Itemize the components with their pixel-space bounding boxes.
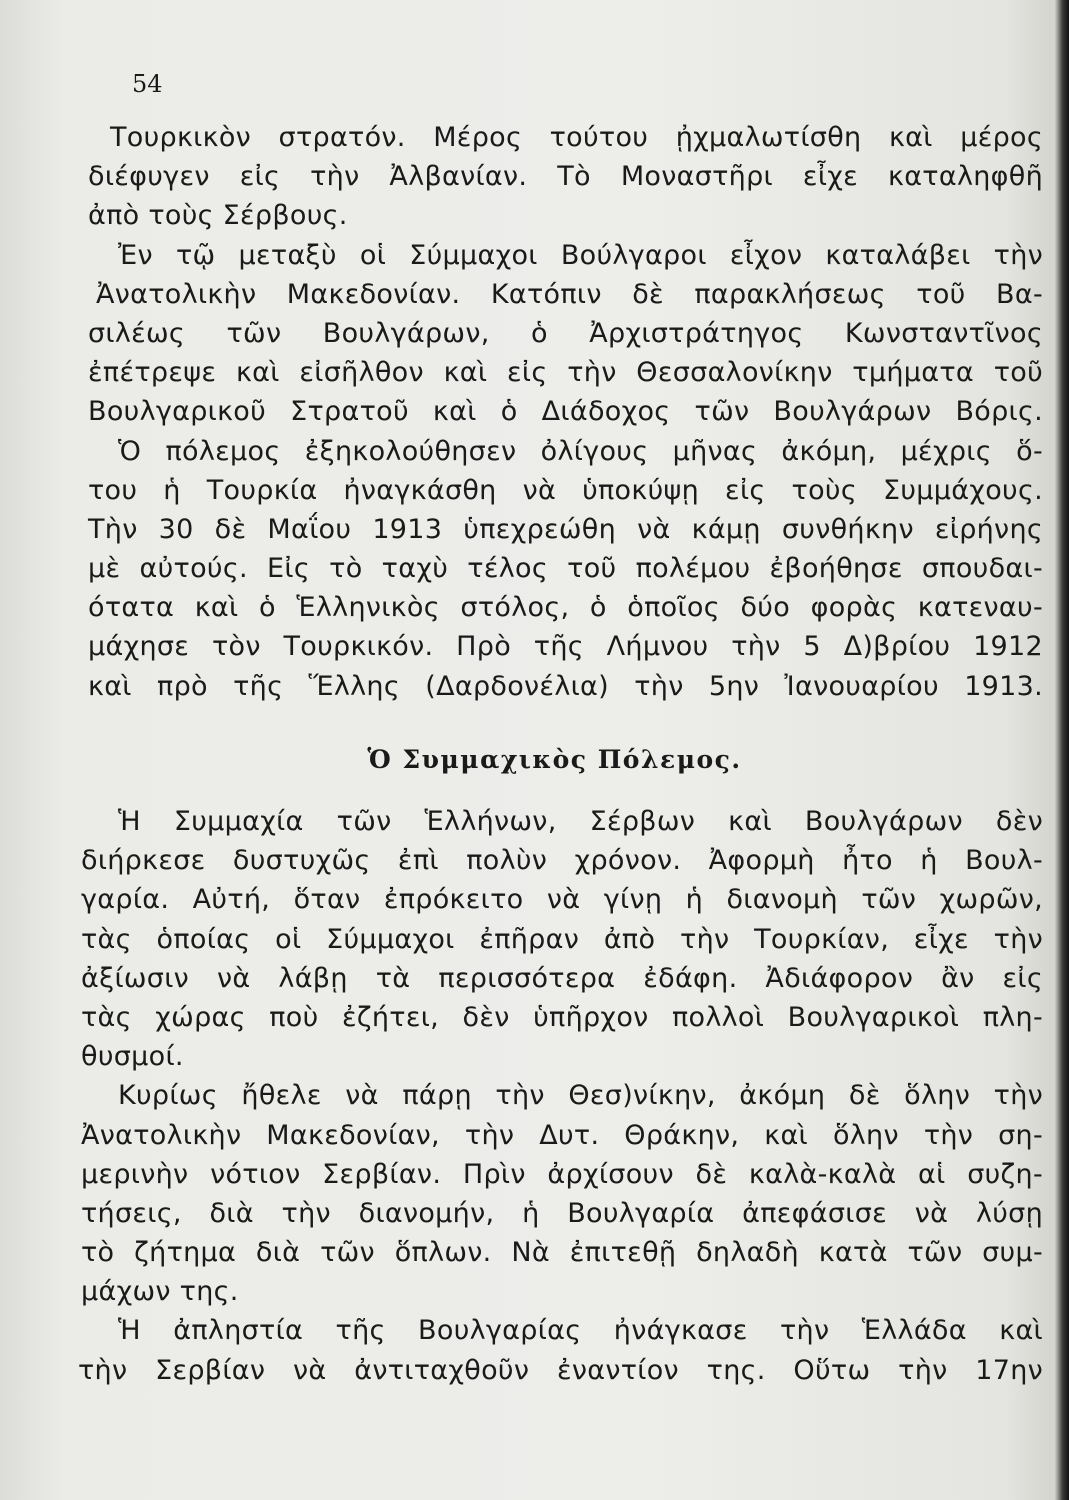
section-heading-text: Ὁ Συμμαχικὸς Πόλεμος. [367,745,742,774]
section-heading [0,745,1069,774]
text-block-bottom [78,802,1043,1390]
text-line: Ἐν τῷ μεταξὺ οἱ Σύμμαχοι Βούλγαροι εἶχον καταλάβει τὴν [118,239,1043,271]
text-line: του ἡ Τουρκία ἠναγκάσθη νὰ ὑποκύψῃ εἰς τοὺς Συμμάχους. [88,474,1043,506]
text-line: μερινὴν νότιον Σερβίαν. Πρὶν ἀρχίσουν δὲ καλὰ-καλὰ αἱ συζη- [81,1158,1043,1190]
text-line: Ὁ πόλεμος ἐξηκολούθησεν ὀλίγους μῆνας ἀκόμη, μέχρις ὅ- [118,435,1043,467]
text-line: τὴν Σερβίαν νὰ ἀντιταχθοῦν ἐναντίον της. Οὕτω τὴν 17ην [78,1354,1043,1386]
page-number: 54 [132,70,163,98]
text-line: Ἡ ἀπληστία τῆς Βουλγαρίας ἠνάγκασε τὴν Ἑλλάδα καὶ [118,1315,1043,1347]
text-line: Ἀνατολικὴν Μακεδονίαν, τὴν Δυτ. Θράκην, καὶ ὅλην τὴν ση- [81,1119,1043,1151]
text-line: Ἡ Συμμαχία τῶν Ἑλλήνων, Σέρβων καὶ Βουλγάρων δὲν [118,806,1043,837]
text-line: τήσεις, διὰ τὴν διανομήν, ἡ Βουλγαρία ἀπεφάσισε νὰ λύσῃ [81,1197,1043,1229]
text-line: ἀπὸ τοὺς Σέρβους. [88,200,348,232]
text-line: τὰς ὁποίας οἱ Σύμμαχοι ἐπῆραν ἀπὸ τὴν Τουρκίαν, εἶχε τὴν [81,923,1043,955]
text-line: Τὴν 30 δὲ Μαΐου 1913 ὑπεχρεώθη νὰ κάμῃ συνθήκην εἰρήνης [88,513,1043,545]
text-line: μάχησε τὸν Τουρκικόν. Πρὸ τῆς Λήμνου τὴν 5 Δ)βρίου 1912 [88,631,1043,663]
text-line: Ἀνατολικὴν Μακεδονίαν. Κατόπιν δὲ παρακλήσεως τοῦ Βα- [96,278,1043,310]
text-line: γαρία. Αὐτή, ὅταν ἐπρόκειτο νὰ γίνῃ ἡ διανομὴ τῶν χωρῶν, [81,884,1043,916]
text-line: Βουλγαρικοῦ Στρατοῦ καὶ ὁ Διάδοχος τῶν Βουλγάρων Βόρις. [88,396,1043,428]
text-line: ἐπέτρεψε καὶ εἰσῆλθον καὶ εἰς τὴν Θεσσαλονίκην τμήματα τοῦ [88,357,1043,389]
text-line: ότατα καὶ ὁ Ἑλληνικὸς στόλος, ὁ ὁποῖος δύο φορὰς κατεναυ- [88,592,1043,624]
text-line: θυσμοί. [81,1041,184,1073]
text-line: καὶ πρὸ τῆς Ἕλλης (Δαρδονέλια) τὴν 5ην Ἰανουαρίου 1913. [88,670,1043,702]
text-line: μάχων της. [81,1276,239,1308]
text-line: Τουρκικὸν στρατόν. Μέρος τούτου ᾐχμαλωτίσθη καὶ μέρος [110,122,1043,153]
text-line: ἀξίωσιν νὰ λάβῃ τὰ περισσότερα ἐδάφη. Ἀδιάφορον ἂν εἰς [81,962,1043,994]
text-line: Κυρίως ἤθελε νὰ πάρῃ τὴν Θεσ)νίκην, ἀκόμη δὲ ὅλην τὴν [118,1080,1043,1112]
text-line: διέφυγεν εἰς τὴν Ἀλβανίαν. Τὸ Μοναστῆρι εἶχε καταληφθῆ [88,161,1043,193]
text-block-top [78,118,1043,706]
text-line: τὰς χώρας ποὺ ἐζήτει, δὲν ὑπῆρχον πολλοὶ Βουλγαρικοὶ πλη- [81,1001,1043,1033]
text-line: μὲ αὐτούς. Εἰς τὸ ταχὺ τέλος τοῦ πολέμου ἐβοήθησε σπουδαι- [88,553,1043,585]
text-line: τὸ ζήτημα διὰ τῶν ὅπλων. Νὰ ἐπιτεθῇ δηλαδὴ κατὰ τῶν συμ- [81,1237,1043,1269]
text-line: διήρκεσε δυστυχῶς ἐπὶ πολὺν χρόνον. Ἀφορμὴ ἦτο ἡ Βουλ- [81,845,1043,877]
text-line: σιλέως τῶν Βουλγάρων, ὁ Ἀρχιστράτηγος Κωνσταντῖνος [88,317,1043,349]
